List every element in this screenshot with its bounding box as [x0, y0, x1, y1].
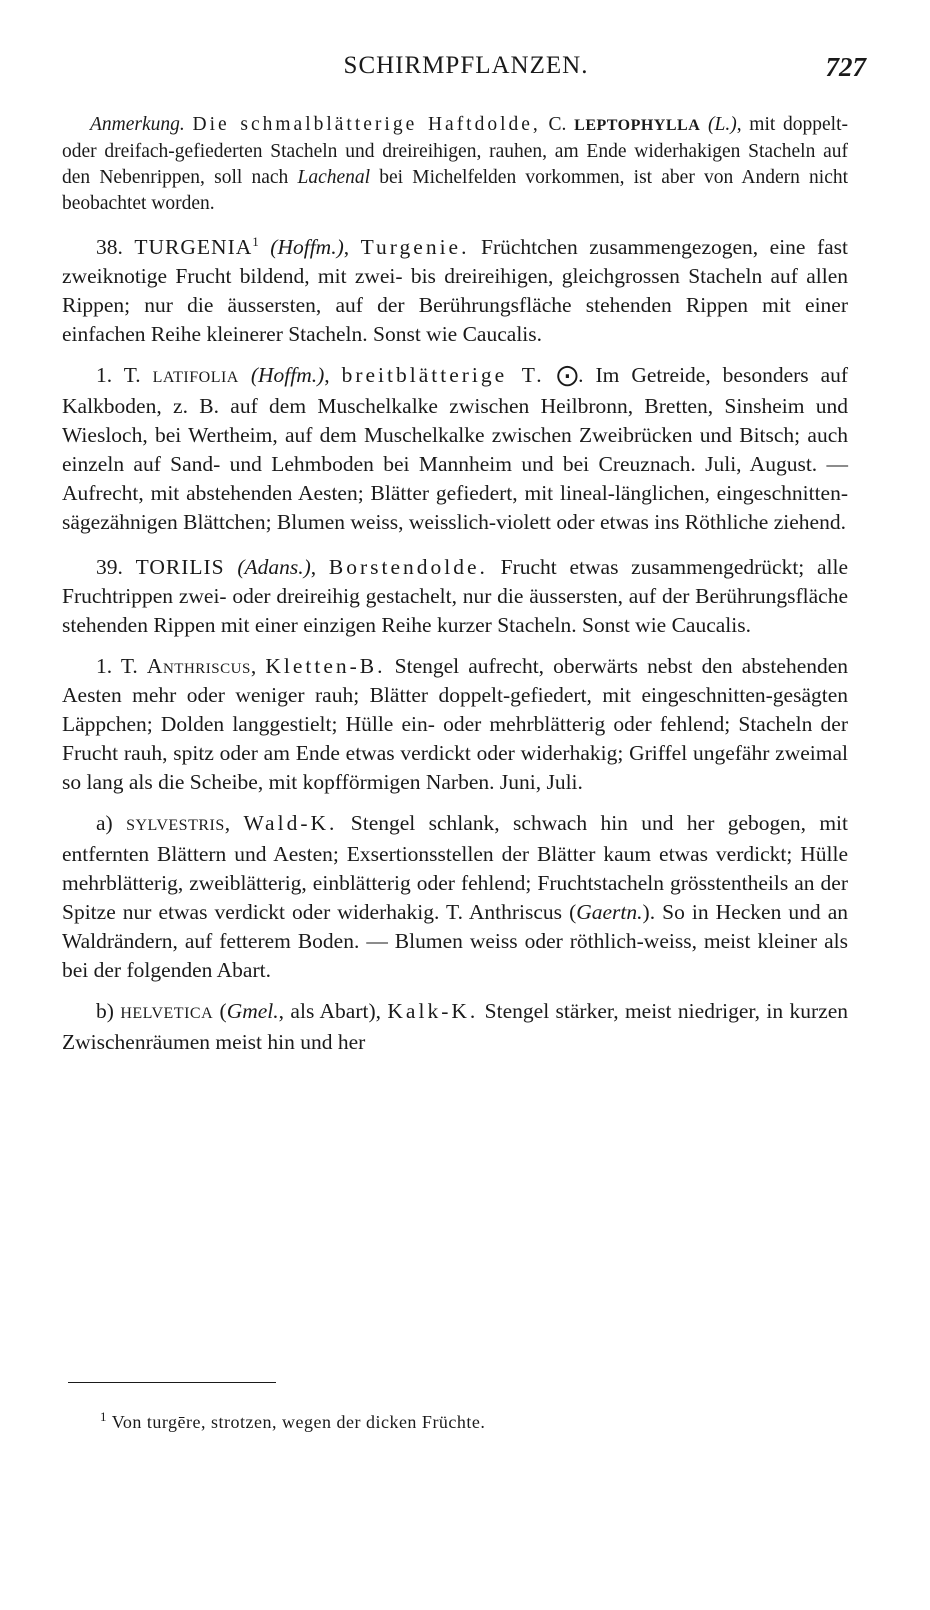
species-name: LATIFOLIA: [152, 369, 239, 386]
running-header: [62, 52, 870, 86]
footnote-reference: 1: [252, 233, 259, 249]
species-description: Im Getreide, besonders auf Kalkboden, z. B. auf dem Muschelkalke zwischen Heilbronn, Bretten, Sinsheim und Wiesloch, bei Wertheim, auf dem Muschelkalke zwischen Zweibrücken und Bitsch; auch einzeln auf Sand- und Lehmboden bei Mannheim und bei Creuznach. Juli, August. — Aufrecht, mit abstehenden Aesten; Blätter gefiedert, mit lineal-länglichen, eingeschnitten-sägezähnigen Blättchen; Blumen weiss, weisslich-violett oder etwas ins Röthliche ziehend.: [62, 363, 849, 534]
annotation-text-2: bei Michelfelden vorkommen, ist aber von Andern nicht beobachtet worden.: [62, 167, 849, 214]
variety-letter: a): [96, 811, 113, 835]
species-author: (Hoffm.): [250, 363, 325, 387]
variety-common-name: Wald-K.: [243, 811, 338, 835]
footnote: [100, 1409, 486, 1433]
variety-name: SYLVESTRIS: [126, 817, 225, 834]
variety-author: Gmel.: [226, 999, 279, 1023]
comma: ,: [310, 555, 317, 579]
species-number: 1. T.: [96, 363, 141, 387]
comma: ,: [324, 363, 330, 387]
variety-description-2: ). So in Hecken und an Waldrändern, auf fetterem Boden. — Blumen weiss oder röthlich-weiss, meist kleiner als bei der folgenden Abart.: [62, 900, 848, 982]
annotation-genus: C.: [548, 114, 567, 135]
footnote-divider: [68, 1382, 276, 1383]
species-common-name: breitblätterige T.: [341, 363, 545, 387]
species-description: Stengel aufrecht, oberwärts nebst den abstehenden Aesten mehr oder weniger rauh; Blätter doppelt-gefiedert, mit eingeschnitten-gesägten Läppchen; Dolden langgestielt; Hülle ein- oder mehrblätterig oder fehlend; Stacheln der Frucht rauh, spitz oder am Ende etwas verdickt oder widerhakig; Griffel ungefähr zweimal so lang als die Scheibe, mit kopfförmigen Narben. Juni, Juli.: [62, 654, 849, 794]
comma: ,: [343, 235, 350, 259]
footnote-text: Von turgēre, strotzen, wegen der dicken Früchte.: [111, 1412, 486, 1432]
genus-description: Frucht etwas zusammengedrückt; alle Fruchtrippen zwei- oder dreireihig gestachelt, nur die äussersten, auf der Berührungsfläche stehenden Rippen mit einer einzigen Reihe kurzer Stacheln. Sonst wie Caucalis.: [62, 555, 849, 637]
variety-author: Gaertn.: [576, 900, 643, 924]
variety-author-rest: , als Abart),: [278, 999, 381, 1023]
annotation-name: Die schmalblätterige Haftdolde,: [192, 114, 541, 135]
variety-description: Stengel schlank, schwach hin und her gebogen, mit entfernten Blättern und Aesten; Exsertionsstellen der Blätter kaum etwas verdickt; Hülle mehrblätterig, zweiblätterig, einblätterig oder fehlend; Fruchtstacheln grösstentheils an der Spitze nur etwas verdickt oder widerhakig. T. Anthriscus (: [62, 811, 848, 924]
annotation-text: , mit doppelt- oder dreifach-gefiederten Stacheln und dreireihigen, rauhen, am Ende widerhakigen Stacheln auf den Nebenrippen, soll nach: [62, 114, 848, 188]
variety-entry-sylvestris: [62, 809, 848, 985]
annual-symbol: ⨀.: [556, 363, 584, 387]
genus-description: Früchtchen zusammengezogen, eine fast zweiknotige Frucht bildend, mit zwei- bis dreireihigen, gleichgrossen Stacheln auf allen Rippen; nur die äussersten, auf der Berührungsfläche stehenden Rippen mit einer einfachen Reihe kleinerer Stacheln. Sonst wie Caucalis.: [62, 235, 849, 346]
genus-entry-turgenia: [62, 233, 848, 349]
text-body: [62, 112, 848, 1057]
genus-name: TORILIS: [135, 555, 225, 579]
annotation-species: LEPTOPHYLLA: [574, 117, 701, 134]
genus-number: 38.: [96, 235, 123, 259]
comma: ,: [224, 811, 231, 835]
footnote-mark: 1: [100, 1409, 107, 1424]
page-number: 727: [825, 52, 866, 82]
variety-entry-helvetica: [62, 997, 848, 1057]
genus-author: (Adans.): [237, 555, 311, 579]
page-title: SCHIRMPFLANZEN.: [343, 52, 589, 79]
annotation-paragraph: [62, 112, 848, 217]
species-common-name: Kletten-B.: [265, 654, 386, 678]
species-number: 1. T.: [96, 654, 138, 678]
variety-name: HELVETICA: [120, 1005, 214, 1022]
annotation-author: (L.): [707, 114, 737, 135]
variety-letter: b): [96, 999, 114, 1023]
genus-number: 39.: [96, 555, 123, 579]
species-name: Anthriscus: [146, 654, 251, 678]
variety-author-open: (: [219, 999, 227, 1023]
annotation-label: Anmerkung.: [90, 114, 185, 135]
variety-description: Stengel stärker, meist niedriger, in kurzen Zwischenräumen meist hin und her: [62, 999, 849, 1054]
comma: ,: [250, 654, 257, 678]
species-entry-anthriscus: [62, 652, 848, 797]
species-entry-latifolia: [62, 361, 848, 537]
genus-name: TURGENIA: [134, 235, 253, 259]
genus-entry-torilis: [62, 553, 848, 640]
genus-author: (Hoffm.): [270, 235, 344, 259]
variety-common-name: Kalk-K.: [387, 999, 479, 1023]
annotation-person: Lachenal: [297, 167, 371, 188]
genus-common-name: Borstendolde.: [328, 555, 488, 579]
genus-common-name: Turgenie.: [360, 235, 470, 259]
